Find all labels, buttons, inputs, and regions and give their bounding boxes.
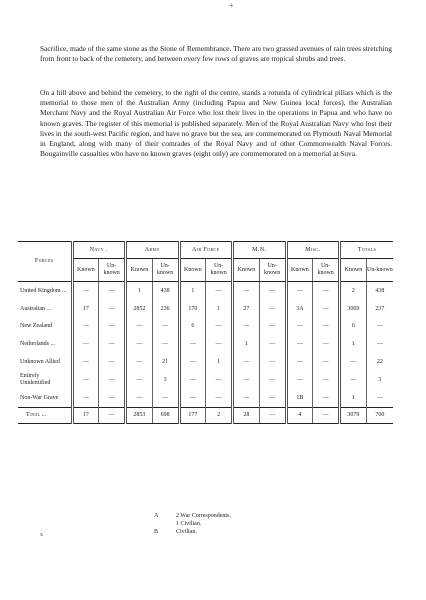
table-cell: — bbox=[259, 282, 286, 301]
sub-header-unknown: Un-known bbox=[152, 259, 179, 282]
table-cell: — bbox=[286, 353, 313, 371]
top-mark: + bbox=[229, 1, 234, 10]
table-cell: 27 bbox=[233, 300, 260, 318]
row-label: New Zealand bbox=[18, 318, 72, 335]
table-cell: — bbox=[233, 371, 260, 389]
footnote-text: 2 War Correspondents. bbox=[176, 513, 231, 519]
group-header-totals: Totals bbox=[340, 242, 394, 259]
table-cell: — bbox=[286, 335, 313, 353]
forces-header: Forces bbox=[18, 242, 72, 282]
table-cell: — bbox=[72, 353, 99, 371]
table-cell: — bbox=[340, 353, 367, 371]
table-cell: 1 bbox=[233, 335, 260, 353]
table-cell: — bbox=[126, 335, 153, 353]
table-cell: 237 bbox=[375, 305, 385, 312]
table-cell: — bbox=[152, 389, 179, 408]
table-total-row bbox=[18, 408, 393, 424]
group-header-misc: Misc. bbox=[286, 242, 340, 259]
table-cell: 2 bbox=[340, 282, 367, 301]
table-cell: — bbox=[259, 318, 286, 335]
sub-header-known: Known bbox=[286, 259, 313, 282]
table-cell: — bbox=[179, 353, 206, 371]
table-cell: 1 bbox=[206, 300, 233, 318]
table-cell: 17 bbox=[72, 408, 99, 424]
table-cell: 1 bbox=[340, 389, 367, 408]
footnote-text: 1 Civilian. bbox=[176, 521, 202, 527]
table-cell: — bbox=[206, 389, 233, 408]
table-row bbox=[18, 353, 393, 371]
table-cell: — bbox=[313, 335, 340, 353]
sub-header-known: Known bbox=[233, 259, 260, 282]
table-cell: — bbox=[99, 389, 126, 408]
table-cell: — bbox=[99, 282, 126, 301]
table-cell: — bbox=[259, 335, 286, 353]
table-cell: — bbox=[99, 408, 126, 424]
table-row bbox=[18, 371, 393, 389]
table-cell: 236 bbox=[152, 300, 179, 318]
sub-header-unknown: Un-known bbox=[206, 259, 233, 282]
group-header-army: Army bbox=[126, 242, 180, 259]
table-cell: 17 bbox=[72, 300, 99, 318]
table-cell: — bbox=[99, 335, 126, 353]
table-footnotes bbox=[154, 512, 231, 536]
table-cell: 22 bbox=[376, 358, 383, 365]
table-cell: — bbox=[99, 318, 126, 335]
table-cell: — bbox=[152, 335, 179, 353]
paragraph-cemetery-description: Sacrifice, made of the same stone as the Stone of Remembrance. There are two grassed avenues of rain trees stretching from front to back of the cemetery, and between every few rows of graves are tropical shrubs and trees. bbox=[40, 44, 392, 64]
table-cell: — bbox=[152, 318, 179, 335]
table-cell: 438 bbox=[375, 287, 385, 294]
row-label: Unknown Allied bbox=[18, 353, 72, 371]
table-cell: 3069 bbox=[340, 300, 367, 318]
group-header-mn: M.N. bbox=[233, 242, 287, 259]
table-cell: — bbox=[179, 371, 206, 389]
table-cell: — bbox=[99, 371, 126, 389]
footer-mark: x bbox=[40, 532, 43, 538]
table-cell: — bbox=[376, 394, 383, 401]
footnote-key: A bbox=[154, 513, 159, 519]
table-cell: — bbox=[179, 389, 206, 408]
table-cell: — bbox=[286, 318, 313, 335]
table-cell: 3 bbox=[152, 371, 179, 389]
table-cell: — bbox=[313, 353, 340, 371]
table-cell: — bbox=[376, 323, 383, 329]
table-cell: 2 bbox=[206, 408, 233, 424]
table-cell: — bbox=[126, 389, 153, 408]
table-cell: 4 bbox=[286, 408, 313, 424]
table-cell: — bbox=[313, 408, 340, 424]
table-cell: — bbox=[206, 335, 233, 353]
sub-header-known: Known bbox=[340, 259, 367, 282]
footnote-line bbox=[154, 520, 231, 528]
footnote-key bbox=[154, 520, 176, 528]
table-cell: — bbox=[313, 282, 340, 301]
sub-header-known: Known bbox=[179, 259, 206, 282]
table-cell: — bbox=[259, 353, 286, 371]
table-cell: — bbox=[376, 340, 383, 347]
sub-header-known: Known bbox=[126, 259, 153, 282]
table-cell: — bbox=[259, 371, 286, 389]
table-cell: — bbox=[126, 318, 153, 335]
table-cell: — bbox=[259, 408, 286, 424]
table-cell: — bbox=[206, 318, 233, 335]
table-cell: 700 bbox=[366, 408, 393, 424]
casualty-table bbox=[18, 241, 393, 424]
row-label: Non-War Grave bbox=[18, 389, 72, 408]
table-cell: — bbox=[72, 282, 99, 301]
table-cell: — bbox=[233, 389, 260, 408]
table-cell: — bbox=[259, 389, 286, 408]
table-cell: 3 bbox=[378, 376, 382, 383]
sub-header-unknown: Un-known bbox=[313, 259, 340, 282]
table-cell: — bbox=[233, 353, 260, 371]
table-row bbox=[18, 300, 393, 318]
table-cell: — bbox=[99, 353, 126, 371]
table-cell: — bbox=[286, 371, 313, 389]
group-header-air-force: Air Force bbox=[179, 242, 233, 259]
footnote-line bbox=[154, 528, 231, 536]
group-header-navy: Navy . bbox=[72, 242, 126, 259]
row-label: Entirely Unidentified bbox=[18, 371, 72, 389]
table-cell: 3079 bbox=[340, 408, 367, 424]
table-cell: 21 bbox=[152, 353, 179, 371]
table-cell: 438 bbox=[152, 282, 179, 301]
table-cell: — bbox=[313, 318, 340, 335]
table-cell: 2853 bbox=[126, 408, 153, 424]
sub-header-unknown: Un-known bbox=[366, 259, 393, 282]
table-cell: 2852 bbox=[126, 300, 153, 318]
table-cell: 1 bbox=[126, 282, 153, 301]
paragraph-memorial-description: On a hill above and behind the cemetery, to the right of the centre, stands a rotunda of cylindrical pillars which is the memorial to those men of the Australian Army (including Papua and New Guinea local forces), the Australian Merchant Navy and the Royal Australian Air Force who lost their lives in the operations in Papua and who have no known graves. The register of this memorial is published separately. Men of the Royal Australian Navy who lost their lives in the south-west Pacific region, and have no grave but the sea, are commemorated on Plymouth Naval Memorial in England, along with many of their comrades of the Royal Navy and of other Commonwealth Naval Forces. Bougainville casualties who have no known graves (eight only) are commemorated on a memorial at Suva. bbox=[40, 88, 392, 159]
row-label: Australian ... bbox=[18, 300, 72, 318]
row-label: Total ... bbox=[18, 408, 72, 424]
table-cell: 1 bbox=[179, 282, 206, 301]
table-row bbox=[18, 335, 393, 353]
table-sub-header-row bbox=[18, 259, 393, 282]
sub-header-unknown: Un-known bbox=[99, 259, 126, 282]
row-label: United Kingdom ... bbox=[18, 282, 72, 301]
sub-header-known: Known bbox=[72, 259, 99, 282]
table-cell: — bbox=[233, 318, 260, 335]
row-label: Netherlands ... bbox=[18, 335, 72, 353]
table-cell: 6 bbox=[340, 318, 367, 335]
table-row bbox=[18, 282, 393, 301]
table-cell: — bbox=[126, 371, 153, 389]
table-cell: 1 bbox=[340, 335, 367, 353]
table-cell: 698 bbox=[152, 408, 179, 424]
table-cell: — bbox=[286, 282, 313, 301]
footnote-text: Civilian. bbox=[176, 529, 197, 535]
table-cell: 6 bbox=[179, 318, 206, 335]
table-cell: — bbox=[179, 335, 206, 353]
table-row bbox=[18, 318, 393, 335]
footnote-key: B bbox=[154, 529, 159, 535]
footnote-line bbox=[154, 512, 231, 520]
table-cell: — bbox=[206, 282, 233, 301]
table-cell: — bbox=[72, 389, 99, 408]
table-cell: — bbox=[259, 300, 286, 318]
table-cell: 177 bbox=[179, 408, 206, 424]
table-cell: — bbox=[206, 371, 233, 389]
table-cell: — bbox=[340, 371, 367, 389]
table-cell: — bbox=[72, 335, 99, 353]
table-row bbox=[18, 389, 393, 408]
sub-header-unknown: Un-known bbox=[259, 259, 286, 282]
table-cell: — bbox=[313, 300, 340, 318]
table-cell: — bbox=[72, 318, 99, 335]
table-cell: — bbox=[99, 300, 126, 318]
table-cell: 3A bbox=[286, 300, 313, 318]
table-cell: — bbox=[313, 371, 340, 389]
table-cell: 28 bbox=[233, 408, 260, 424]
table-cell: 1B bbox=[286, 389, 313, 408]
table-cell: — bbox=[72, 371, 99, 389]
table-cell: 170 bbox=[179, 300, 206, 318]
table-cell: — bbox=[313, 389, 340, 408]
table-group-header-row bbox=[18, 242, 393, 259]
table-cell: — bbox=[126, 353, 153, 371]
table-cell: 1 bbox=[206, 353, 233, 371]
table-cell: — bbox=[233, 282, 260, 301]
